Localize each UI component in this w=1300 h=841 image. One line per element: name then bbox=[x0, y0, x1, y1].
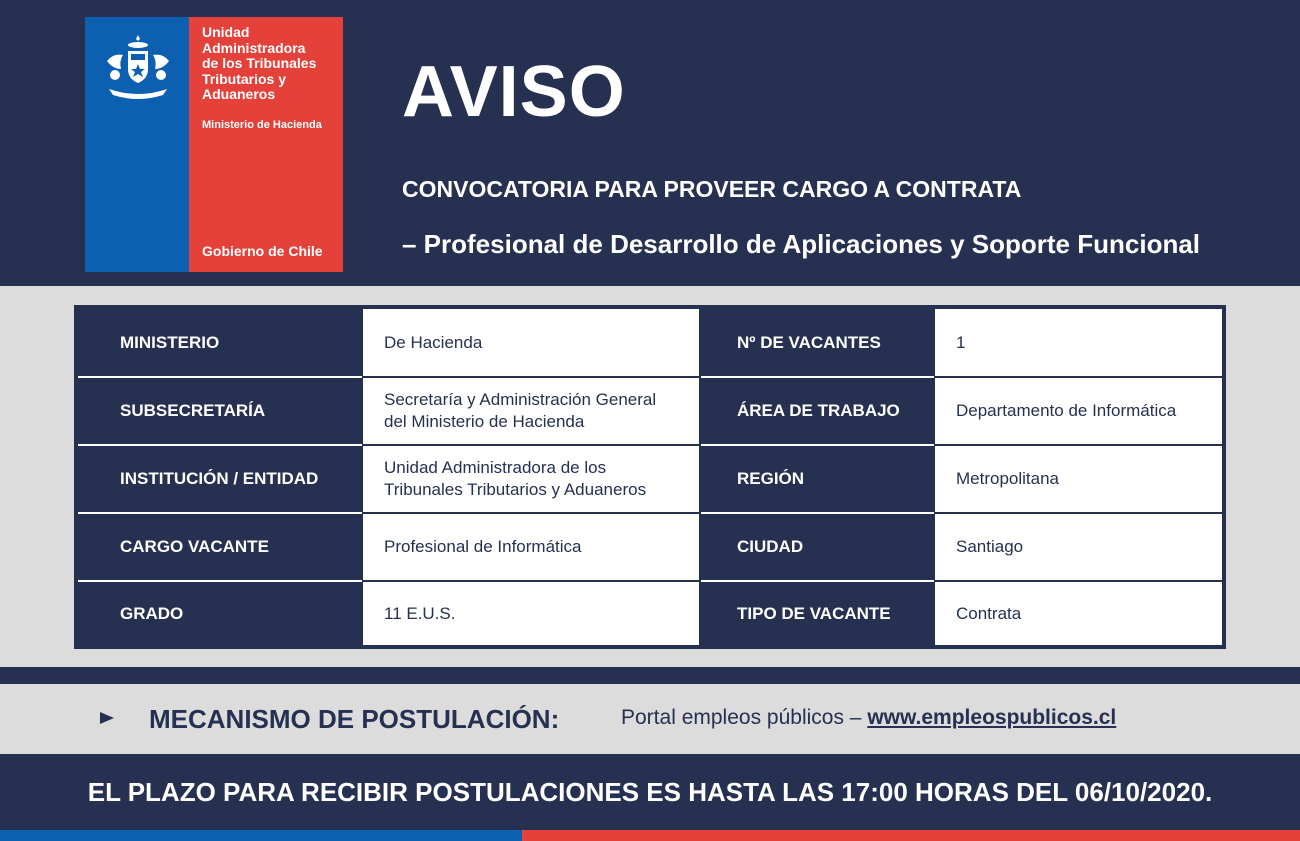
row-divider bbox=[78, 444, 362, 446]
value-tipo-vacante: Contrata bbox=[935, 582, 1222, 645]
empleos-publicos-link[interactable]: www.empleospublicos.cl bbox=[867, 706, 1117, 729]
notice-title: AVISO bbox=[402, 52, 626, 132]
deadline-notice: EL PLAZO PARA RECIBIR POSTULACIONES ES HASTA LAS 17:00 HORAS DEL 06/10/2020. bbox=[87, 776, 1213, 807]
footer-blue-stripe bbox=[0, 830, 522, 841]
logo-ministry: Ministerio de Hacienda bbox=[202, 119, 322, 131]
value-cargo-vacante: Profesional de Informática bbox=[363, 514, 699, 580]
value-institucion: Unidad Administradora de los Tribunales Tributarios y Aduaneros bbox=[363, 446, 699, 512]
value-area-trabajo: Departamento de Informática bbox=[935, 378, 1222, 444]
footer-red-stripe bbox=[522, 830, 1300, 841]
row-divider bbox=[701, 512, 934, 514]
government-logo bbox=[85, 17, 343, 272]
row-divider bbox=[78, 512, 362, 514]
label-ministerio: MINISTERIO bbox=[120, 332, 220, 352]
value-ciudad: Santiago bbox=[935, 514, 1222, 580]
header-band bbox=[0, 0, 1300, 285]
label-region: REGIÓN bbox=[737, 469, 805, 488]
label-ciudad: CIUDAD bbox=[737, 537, 804, 556]
row-divider bbox=[78, 580, 362, 582]
logo-institution-name: Unidad Administradora de los Tribunales Tributarios y Aduaneros bbox=[202, 24, 317, 102]
value-vacantes: 1 bbox=[935, 309, 1222, 376]
row-divider bbox=[701, 376, 934, 378]
label-cargo-vacante: CARGO VACANTE bbox=[120, 537, 269, 556]
divider-strip bbox=[0, 667, 1300, 684]
call-subtitle: CONVOCATORIA PARA PROVEER CARGO A CONTRATA bbox=[402, 176, 1022, 202]
value-grado: 11 E.U.S. bbox=[363, 582, 699, 645]
details-table bbox=[74, 305, 1226, 649]
mechanism-text bbox=[621, 706, 1116, 730]
label-institucion: INSTITUCIÓN / ENTIDAD bbox=[120, 469, 319, 488]
logo-red-panel bbox=[189, 17, 343, 272]
chile-coat-of-arms-icon bbox=[99, 31, 177, 103]
row-divider bbox=[701, 580, 934, 582]
logo-government: Gobierno de Chile bbox=[202, 243, 323, 259]
label-area-trabajo: ÁREA DE TRABAJO bbox=[737, 401, 900, 420]
row-divider bbox=[701, 444, 934, 446]
value-ministerio: De Hacienda bbox=[363, 309, 699, 376]
label-grado: GRADO bbox=[120, 603, 184, 623]
label-vacantes: Nº DE VACANTES bbox=[737, 332, 881, 352]
position-title: – Profesional de Desarrollo de Aplicaciones y Soporte Funcional bbox=[402, 229, 1201, 259]
arrow-right-icon bbox=[100, 712, 114, 724]
label-subsecretaria: SUBSECRETARÍA bbox=[120, 401, 266, 420]
label-tipo-vacante: TIPO DE VACANTE bbox=[737, 603, 891, 623]
value-subsecretaria: Secretaría y Administración General del Ministerio de Hacienda bbox=[363, 378, 699, 444]
mechanism-portal-text: Portal empleos públicos – bbox=[621, 706, 868, 729]
logo-blue-panel bbox=[85, 17, 189, 272]
row-divider bbox=[78, 376, 362, 378]
value-region: Metropolitana bbox=[935, 446, 1222, 512]
mechanism-title: MECANISMO DE POSTULACIÓN: bbox=[149, 704, 560, 734]
